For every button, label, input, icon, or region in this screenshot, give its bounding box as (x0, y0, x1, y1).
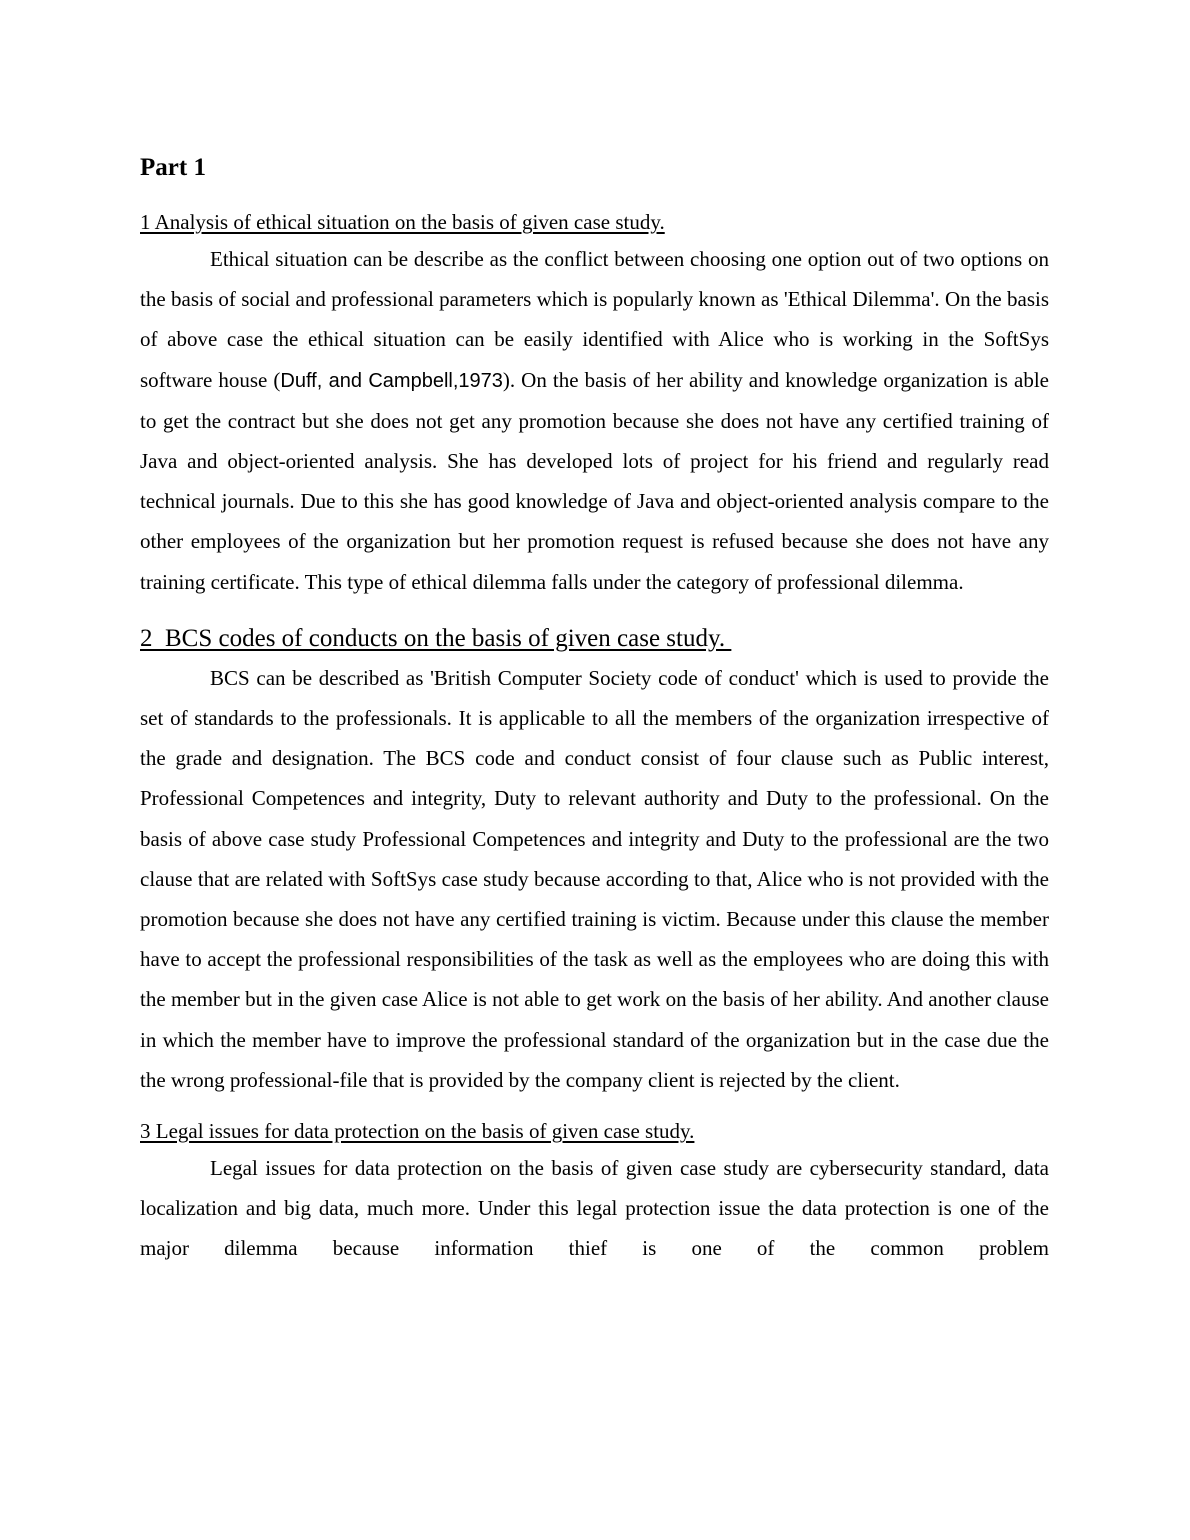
section-1-text-b: ). On the basis of her ability and knowledge organization is able to get the contract but she does not get any promotion because she does not have any certified training of Java and object-oriented analysis. She has developed lots of project for his friend and regularly read technical journals. Due to this she has good knowledge of Java and object-oriented analysis compare to the other employees of the organization but her promotion request is refused because she does not have any training certificate. This type of ethical dilemma falls under the category of professional dilemma. (140, 367, 1049, 594)
section-1-text-a: Ethical situation can be describe as the conflict between choosing one option out of two options on the basis of social and professional parameters which is popularly known as 'Ethical Dilemma'. On the basis of above case the ethical situation can be easily identified with Alice who is working in the SoftSys software house ( (140, 247, 1049, 392)
citation: Duff, and Campbell,1973 (280, 369, 503, 392)
section-3-paragraph: Legal issues for data protection on the basis of given case study are cybersecurity standard, data localization and big data, much more. Under this legal protection issue the data protection is one of the major dilemma because information thief is one of the common problem (140, 1156, 1049, 1261)
section-3-heading: 3 Legal issues for data protection on the basis of given case study. (140, 1119, 695, 1144)
document-page (140, 148, 1049, 1269)
section-2-paragraph: BCS can be described as 'British Computer Society code of conduct' which is used to provide the set of standards to the professionals. It is applicable to all the members of the organization irrespective of the grade and designation. The BCS code and conduct consist of four clause such as Public interest, Professional Competences and integrity, Duty to relevant authority and Duty to the professional. On the basis of above case study Professional Competences and integrity and Duty to the professional are the two clause that are related with SoftSys case study because according to that, Alice who is not provided with the promotion because she does not have any certified training is victim. Because under this clause the member have to accept the professional responsibilities of the task as well as the employees who are doing this with the member but in the given case Alice is not able to get work on the basis of her ability. And another clause in which the member have to improve the professional standard of the organization but in the case due the the wrong professional-file that is provided by the company client is rejected by the client. (140, 665, 1049, 1092)
section-1-heading: 1 Analysis of ethical situation on the basis of given case study. (140, 210, 665, 234)
part-title: Part 1 (140, 154, 206, 181)
section-1-paragraph (140, 239, 1049, 602)
section-2-heading: 2 BCS codes of conducts on the basis of given case study. (140, 624, 732, 652)
